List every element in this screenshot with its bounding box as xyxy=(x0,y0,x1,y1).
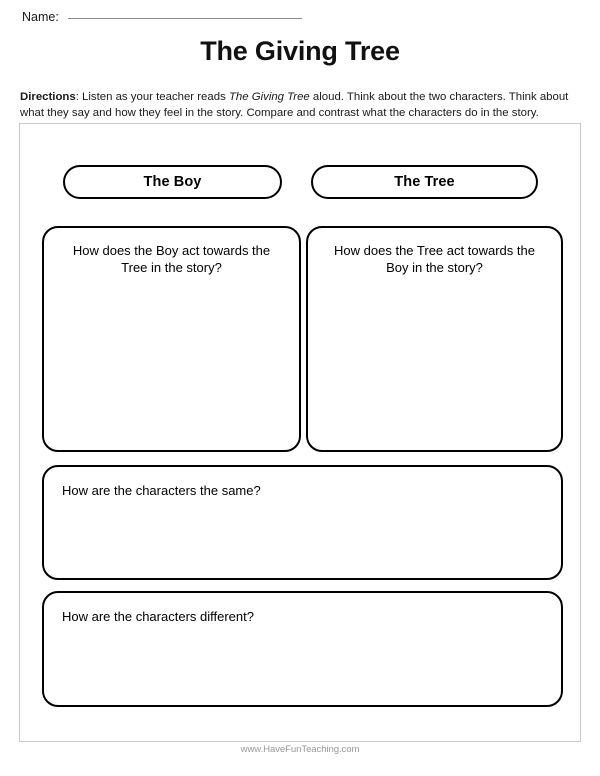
character-pill-boy xyxy=(63,165,282,199)
character-pill-tree xyxy=(311,165,538,199)
directions-text-part2: aloud. Think about the two characters. Think about what they say and how they feel in the story. Compare and contrast what the characters do in the story. xyxy=(20,91,569,119)
answer-box-tree-question: How does the Tree act towards the Boy in the story? xyxy=(334,243,535,275)
answer-box-boy-question: How does the Boy act towards the Tree in the story? xyxy=(72,243,271,275)
character-pill-boy-label: The Boy xyxy=(143,174,202,190)
directions-text-part1: : Listen as your teacher reads xyxy=(75,91,229,104)
name-write-in-line[interactable] xyxy=(68,18,302,19)
directions-label: Directions xyxy=(20,91,76,104)
name-field-row xyxy=(22,10,302,24)
answer-box-same-question: How are the characters the same? xyxy=(62,483,261,498)
character-pill-tree-label: The Tree xyxy=(394,174,455,190)
answer-box-boy[interactable] xyxy=(42,226,301,452)
answer-box-same[interactable] xyxy=(42,465,563,580)
directions-paragraph xyxy=(20,90,582,121)
answer-box-tree[interactable] xyxy=(306,226,563,452)
footer-credit: www.HaveFunTeaching.com xyxy=(240,744,360,755)
answer-box-different[interactable] xyxy=(42,591,563,707)
page-title: The Giving Tree xyxy=(200,36,400,66)
directions-book-title: The Giving Tree xyxy=(228,91,310,104)
name-label: Name: xyxy=(22,10,59,24)
answer-box-different-question: How are the characters different? xyxy=(62,609,254,624)
